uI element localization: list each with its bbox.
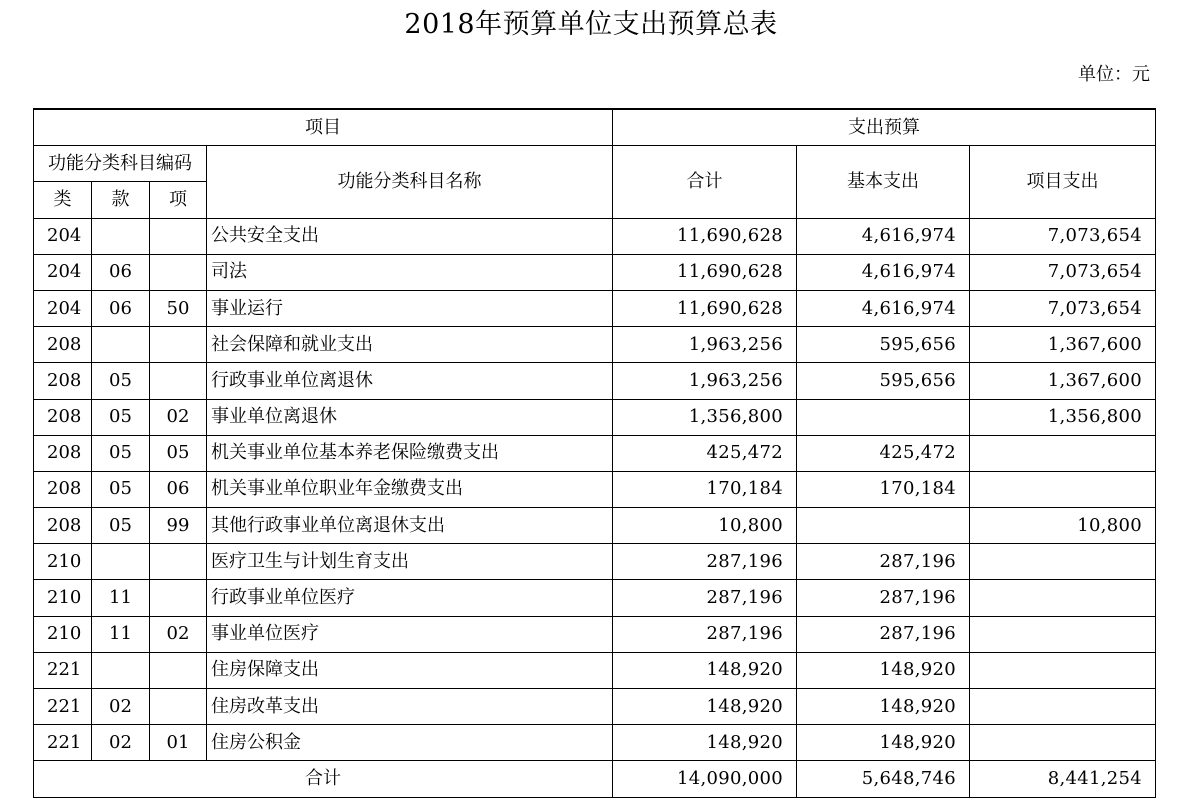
table-row <box>34 363 1156 399</box>
header-total: 合计 <box>613 146 797 218</box>
code-xiang: 99 <box>150 508 207 544</box>
code-kuan: 05 <box>92 508 150 544</box>
category-name: 社会保障和就业支出 <box>207 327 613 363</box>
table-row <box>34 290 1156 326</box>
page-title: 2018年预算单位支出预算总表 <box>404 9 778 40</box>
code-xiang <box>150 254 207 290</box>
category-name: 住房改革支出 <box>207 689 613 725</box>
code-xiang <box>150 580 207 616</box>
basic-value: 148,920 <box>797 725 970 761</box>
code-xiang: 06 <box>150 471 207 507</box>
budget-table <box>33 108 1156 798</box>
code-xiang <box>150 652 207 688</box>
project-value <box>970 689 1156 725</box>
project-value <box>970 616 1156 652</box>
code-xiang <box>150 689 207 725</box>
code-lei: 208 <box>34 435 92 471</box>
table-row <box>34 580 1156 616</box>
code-lei: 221 <box>34 725 92 761</box>
header-basic: 基本支出 <box>797 146 970 218</box>
basic-value: 287,196 <box>797 544 970 580</box>
code-xiang <box>150 544 207 580</box>
code-kuan: 11 <box>92 616 150 652</box>
code-xiang: 50 <box>150 290 207 326</box>
code-kuan <box>92 218 150 254</box>
basic-value: 287,196 <box>797 616 970 652</box>
basic-value: 148,920 <box>797 689 970 725</box>
code-lei: 208 <box>34 327 92 363</box>
code-kuan: 05 <box>92 399 150 435</box>
total-value: 11,690,628 <box>613 290 797 326</box>
project-value: 7,073,654 <box>970 218 1156 254</box>
table-row <box>34 218 1156 254</box>
code-xiang: 02 <box>150 616 207 652</box>
code-lei: 221 <box>34 689 92 725</box>
table-row <box>34 544 1156 580</box>
header-name: 功能分类科目名称 <box>207 146 613 218</box>
category-name: 机关事业单位基本养老保险缴费支出 <box>207 435 613 471</box>
total-value: 287,196 <box>613 616 797 652</box>
header-code-group: 功能分类科目编码 <box>34 146 207 182</box>
total-value: 170,184 <box>613 471 797 507</box>
grand-project-value: 8,441,254 <box>970 761 1156 797</box>
code-lei: 210 <box>34 580 92 616</box>
grand-total-value: 14,090,000 <box>613 761 797 797</box>
basic-value <box>797 399 970 435</box>
header-xiang: 项 <box>150 182 207 218</box>
category-name: 事业单位医疗 <box>207 616 613 652</box>
category-name: 公共安全支出 <box>207 218 613 254</box>
table-row <box>34 616 1156 652</box>
header-project: 项目支出 <box>970 146 1156 218</box>
category-name: 行政事业单位离退休 <box>207 363 613 399</box>
basic-value <box>797 508 970 544</box>
code-lei: 204 <box>34 218 92 254</box>
code-xiang <box>150 363 207 399</box>
code-xiang: 05 <box>150 435 207 471</box>
project-value <box>970 544 1156 580</box>
code-kuan: 02 <box>92 725 150 761</box>
basic-value: 4,616,974 <box>797 254 970 290</box>
code-kuan: 11 <box>92 580 150 616</box>
header-lei: 类 <box>34 182 92 218</box>
grand-basic-value: 5,648,746 <box>797 761 970 797</box>
basic-value: 148,920 <box>797 652 970 688</box>
total-value: 148,920 <box>613 652 797 688</box>
code-xiang <box>150 218 207 254</box>
code-kuan: 06 <box>92 254 150 290</box>
code-kuan <box>92 652 150 688</box>
table-row <box>34 327 1156 363</box>
project-value: 1,367,600 <box>970 363 1156 399</box>
header-row-1 <box>34 109 1156 146</box>
category-name: 机关事业单位职业年金缴费支出 <box>207 471 613 507</box>
code-kuan: 05 <box>92 471 150 507</box>
code-kuan <box>92 327 150 363</box>
code-lei: 204 <box>34 290 92 326</box>
code-lei: 210 <box>34 616 92 652</box>
basic-value: 595,656 <box>797 363 970 399</box>
basic-value: 287,196 <box>797 580 970 616</box>
basic-value: 4,616,974 <box>797 218 970 254</box>
total-value: 287,196 <box>613 544 797 580</box>
total-value: 11,690,628 <box>613 218 797 254</box>
total-label: 合计 <box>34 761 613 797</box>
code-kuan: 05 <box>92 435 150 471</box>
code-xiang: 02 <box>150 399 207 435</box>
code-lei: 208 <box>34 508 92 544</box>
project-value: 10,800 <box>970 508 1156 544</box>
code-lei: 208 <box>34 471 92 507</box>
table-row <box>34 471 1156 507</box>
header-expense-budget: 支出预算 <box>613 109 1156 146</box>
total-value: 148,920 <box>613 725 797 761</box>
project-value: 1,356,800 <box>970 399 1156 435</box>
table-row <box>34 508 1156 544</box>
code-lei: 208 <box>34 363 92 399</box>
code-kuan: 05 <box>92 363 150 399</box>
basic-value: 425,472 <box>797 435 970 471</box>
code-xiang <box>150 327 207 363</box>
total-value: 287,196 <box>613 580 797 616</box>
total-value: 148,920 <box>613 689 797 725</box>
table-row <box>34 689 1156 725</box>
total-row <box>34 761 1156 797</box>
header-item: 项目 <box>34 109 613 146</box>
category-name: 事业运行 <box>207 290 613 326</box>
basic-value: 170,184 <box>797 471 970 507</box>
code-kuan: 06 <box>92 290 150 326</box>
category-name: 司法 <box>207 254 613 290</box>
unit-label: 单位：元 <box>1078 64 1150 85</box>
project-value <box>970 435 1156 471</box>
project-value: 7,073,654 <box>970 254 1156 290</box>
code-kuan <box>92 544 150 580</box>
total-value: 1,963,256 <box>613 363 797 399</box>
header-kuan: 款 <box>92 182 150 218</box>
total-value: 10,800 <box>613 508 797 544</box>
table-row <box>34 254 1156 290</box>
table-row <box>34 652 1156 688</box>
total-value: 1,963,256 <box>613 327 797 363</box>
category-name: 住房保障支出 <box>207 652 613 688</box>
total-value: 425,472 <box>613 435 797 471</box>
category-name: 医疗卫生与计划生育支出 <box>207 544 613 580</box>
code-lei: 210 <box>34 544 92 580</box>
total-value: 11,690,628 <box>613 254 797 290</box>
project-value <box>970 725 1156 761</box>
table-row <box>34 435 1156 471</box>
header-row-2 <box>34 146 1156 182</box>
category-name: 住房公积金 <box>207 725 613 761</box>
basic-value: 595,656 <box>797 327 970 363</box>
code-lei: 221 <box>34 652 92 688</box>
basic-value: 4,616,974 <box>797 290 970 326</box>
table-row <box>34 399 1156 435</box>
table-row <box>34 725 1156 761</box>
code-lei: 204 <box>34 254 92 290</box>
project-value <box>970 471 1156 507</box>
category-name: 事业单位离退休 <box>207 399 613 435</box>
total-value: 1,356,800 <box>613 399 797 435</box>
project-value <box>970 580 1156 616</box>
project-value: 7,073,654 <box>970 290 1156 326</box>
category-name: 其他行政事业单位离退休支出 <box>207 508 613 544</box>
category-name: 行政事业单位医疗 <box>207 580 613 616</box>
project-value: 1,367,600 <box>970 327 1156 363</box>
project-value <box>970 652 1156 688</box>
code-kuan: 02 <box>92 689 150 725</box>
code-lei: 208 <box>34 399 92 435</box>
code-xiang: 01 <box>150 725 207 761</box>
